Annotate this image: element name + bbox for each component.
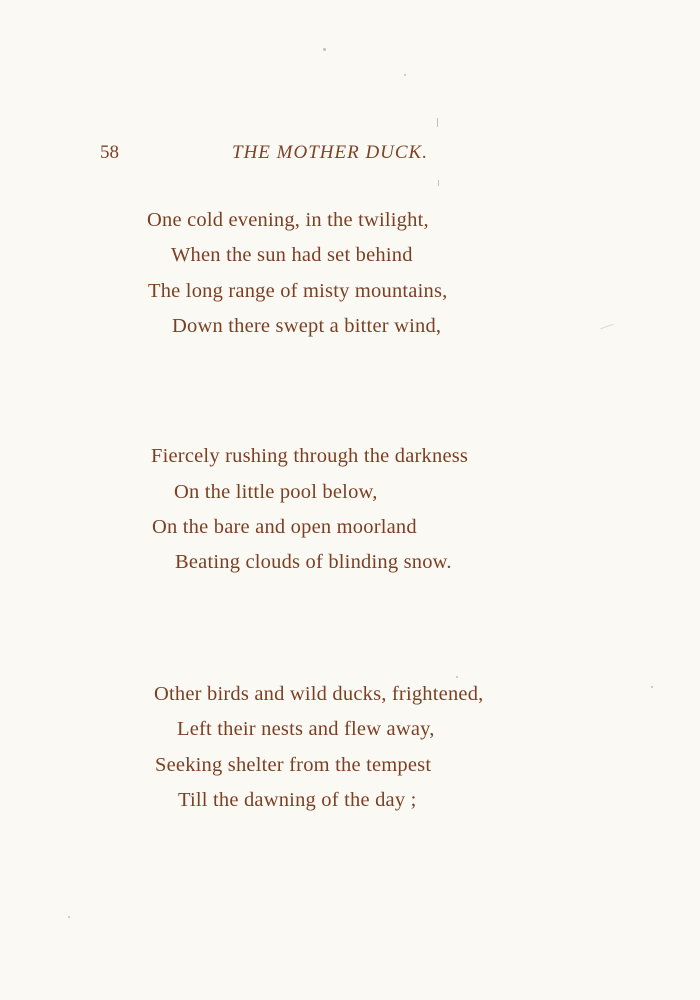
paper-speck	[438, 180, 439, 186]
poem-line: When the sun had set behind	[171, 244, 413, 266]
poem-line: Down there swept a bitter wind,	[172, 315, 442, 337]
poem-line: Beating clouds of blinding snow.	[175, 551, 452, 573]
poem-line: On the little pool below,	[174, 481, 378, 503]
paper-speck	[437, 118, 438, 127]
paper-speck	[323, 48, 326, 51]
paper-speck	[404, 74, 406, 76]
poem-line: Left their nests and flew away,	[177, 718, 435, 740]
poem-line: One cold evening, in the twilight,	[147, 209, 429, 231]
paper-speck	[651, 686, 653, 688]
poem-line: Other birds and wild ducks, frightened,	[154, 683, 484, 705]
poem-line: Till the dawning of the day ;	[178, 789, 417, 811]
paper-speck	[600, 324, 613, 330]
paper-speck	[68, 916, 70, 918]
poem-line: The long range of misty mountains,	[148, 280, 448, 302]
paper-speck	[456, 676, 458, 678]
poem-line: Seeking shelter from the tempest	[155, 754, 432, 776]
page-number: 58	[100, 142, 119, 163]
poem-line: On the bare and open moorland	[152, 516, 417, 538]
poem-line: Fiercely rushing through the darkness	[151, 445, 469, 467]
running-title: THE MOTHER DUCK.	[232, 142, 428, 163]
